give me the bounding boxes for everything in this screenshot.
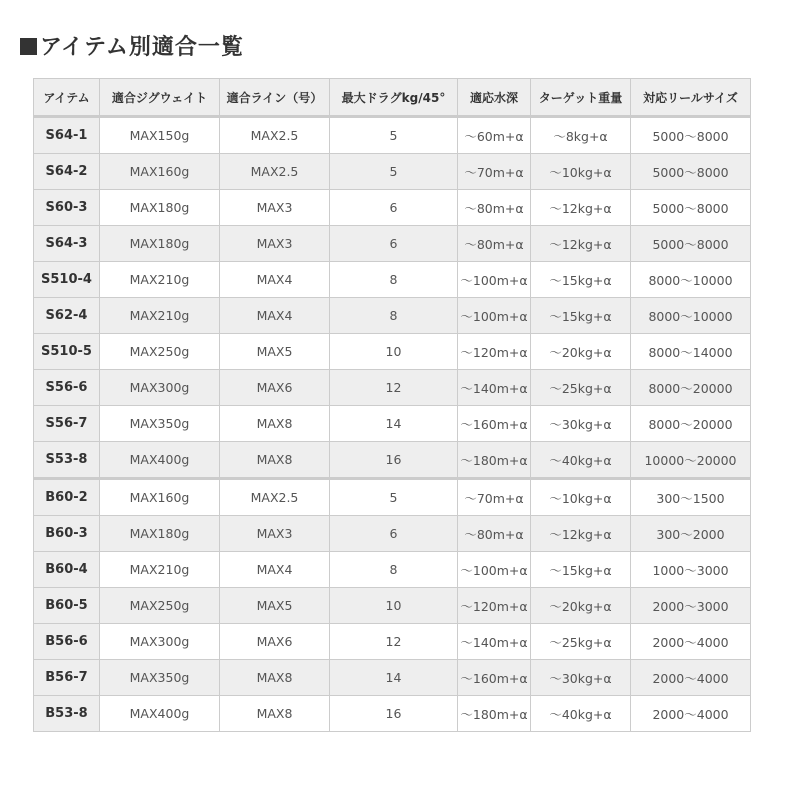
line-cell: MAX8 xyxy=(220,406,330,442)
table-row xyxy=(34,406,751,442)
reel-size-cell: 5000～8000 xyxy=(631,154,751,190)
depth-cell: ～120m+α xyxy=(458,588,531,624)
reel-size-cell: 300～1500 xyxy=(631,479,751,516)
jig-weight-cell: MAX180g xyxy=(100,190,220,226)
line-cell: MAX5 xyxy=(220,334,330,370)
depth-cell: ～80m+α xyxy=(458,226,531,262)
table-row xyxy=(34,660,751,696)
line-cell: MAX6 xyxy=(220,624,330,660)
depth-cell: ～160m+α xyxy=(458,660,531,696)
header-max-drag: 最大ドラグkg/45° xyxy=(330,79,458,117)
max-drag-cell: 10 xyxy=(330,588,458,624)
item-cell: S56-6 xyxy=(34,370,100,406)
depth-cell: ～180m+α xyxy=(458,696,531,732)
depth-cell: ～140m+α xyxy=(458,370,531,406)
line-cell: MAX8 xyxy=(220,696,330,732)
jig-weight-cell: MAX180g xyxy=(100,226,220,262)
target-weight-cell: ～40kg+α xyxy=(531,442,631,479)
item-cell: B56-7 xyxy=(34,660,100,696)
table-row xyxy=(34,154,751,190)
target-weight-cell: ～30kg+α xyxy=(531,660,631,696)
reel-size-cell: 5000～8000 xyxy=(631,117,751,154)
reel-size-cell: 300～2000 xyxy=(631,516,751,552)
line-cell: MAX4 xyxy=(220,262,330,298)
line-cell: MAX2.5 xyxy=(220,479,330,516)
item-cell: B60-5 xyxy=(34,588,100,624)
item-cell: S64-2 xyxy=(34,154,100,190)
depth-cell: ～60m+α xyxy=(458,117,531,154)
item-cell: B60-4 xyxy=(34,552,100,588)
max-drag-cell: 8 xyxy=(330,552,458,588)
jig-weight-cell: MAX210g xyxy=(100,298,220,334)
item-cell: S64-3 xyxy=(34,226,100,262)
reel-size-cell: 2000～4000 xyxy=(631,660,751,696)
table-row xyxy=(34,334,751,370)
header-item: アイテム xyxy=(34,79,100,117)
line-cell: MAX8 xyxy=(220,660,330,696)
reel-size-cell: 8000～10000 xyxy=(631,262,751,298)
max-drag-cell: 6 xyxy=(330,190,458,226)
jig-weight-cell: MAX300g xyxy=(100,624,220,660)
max-drag-cell: 5 xyxy=(330,479,458,516)
line-cell: MAX5 xyxy=(220,588,330,624)
depth-cell: ～80m+α xyxy=(458,516,531,552)
max-drag-cell: 8 xyxy=(330,298,458,334)
reel-size-cell: 5000～8000 xyxy=(631,190,751,226)
item-cell: S510-5 xyxy=(34,334,100,370)
line-cell: MAX2.5 xyxy=(220,154,330,190)
max-drag-cell: 10 xyxy=(330,334,458,370)
depth-cell: ～100m+α xyxy=(458,262,531,298)
table-row xyxy=(34,588,751,624)
target-weight-cell: ～15kg+α xyxy=(531,552,631,588)
item-cell: B60-2 xyxy=(34,479,100,516)
table-row xyxy=(34,442,751,479)
reel-size-cell: 2000～3000 xyxy=(631,588,751,624)
line-cell: MAX6 xyxy=(220,370,330,406)
target-weight-cell: ～12kg+α xyxy=(531,226,631,262)
reel-size-cell: 8000～20000 xyxy=(631,406,751,442)
reel-size-cell: 5000～8000 xyxy=(631,226,751,262)
target-weight-cell: ～20kg+α xyxy=(531,588,631,624)
target-weight-cell: ～15kg+α xyxy=(531,262,631,298)
target-weight-cell: ～40kg+α xyxy=(531,696,631,732)
reel-size-cell: 8000～10000 xyxy=(631,298,751,334)
item-cell: S510-4 xyxy=(34,262,100,298)
depth-cell: ～140m+α xyxy=(458,624,531,660)
header-depth: 適応水深 xyxy=(458,79,531,117)
jig-weight-cell: MAX350g xyxy=(100,406,220,442)
line-cell: MAX2.5 xyxy=(220,117,330,154)
depth-cell: ～160m+α xyxy=(458,406,531,442)
reel-size-cell: 2000～4000 xyxy=(631,696,751,732)
line-cell: MAX3 xyxy=(220,190,330,226)
line-cell: MAX4 xyxy=(220,552,330,588)
jig-weight-cell: MAX180g xyxy=(100,516,220,552)
target-weight-cell: ～15kg+α xyxy=(531,298,631,334)
target-weight-cell: ～12kg+α xyxy=(531,516,631,552)
target-weight-cell: ～25kg+α xyxy=(531,370,631,406)
item-cell: S62-4 xyxy=(34,298,100,334)
jig-weight-cell: MAX300g xyxy=(100,370,220,406)
table-row xyxy=(34,370,751,406)
jig-weight-cell: MAX400g xyxy=(100,442,220,479)
table-header-row xyxy=(34,79,751,117)
target-weight-cell: ～10kg+α xyxy=(531,154,631,190)
max-drag-cell: 12 xyxy=(330,370,458,406)
depth-cell: ～70m+α xyxy=(458,479,531,516)
max-drag-cell: 14 xyxy=(330,660,458,696)
depth-cell: ～80m+α xyxy=(458,190,531,226)
table-row xyxy=(34,298,751,334)
header-target-weight: ターゲット重量 xyxy=(531,79,631,117)
depth-cell: ～70m+α xyxy=(458,154,531,190)
max-drag-cell: 8 xyxy=(330,262,458,298)
table-row xyxy=(34,262,751,298)
target-weight-cell: ～30kg+α xyxy=(531,406,631,442)
line-cell: MAX4 xyxy=(220,298,330,334)
item-cell: S60-3 xyxy=(34,190,100,226)
item-cell: B56-6 xyxy=(34,624,100,660)
square-bullet-icon xyxy=(20,38,37,55)
max-drag-cell: 6 xyxy=(330,226,458,262)
max-drag-cell: 12 xyxy=(330,624,458,660)
reel-size-cell: 2000～4000 xyxy=(631,624,751,660)
jig-weight-cell: MAX150g xyxy=(100,117,220,154)
header-jig-weight: 適合ジグウェイト xyxy=(100,79,220,117)
max-drag-cell: 16 xyxy=(330,442,458,479)
jig-weight-cell: MAX210g xyxy=(100,262,220,298)
reel-size-cell: 10000～20000 xyxy=(631,442,751,479)
item-cell: B53-8 xyxy=(34,696,100,732)
target-weight-cell: ～10kg+α xyxy=(531,479,631,516)
target-weight-cell: ～20kg+α xyxy=(531,334,631,370)
jig-weight-cell: MAX160g xyxy=(100,154,220,190)
jig-weight-cell: MAX250g xyxy=(100,334,220,370)
header-line: 適合ライン（号） xyxy=(220,79,330,117)
max-drag-cell: 5 xyxy=(330,117,458,154)
page-title xyxy=(20,30,244,61)
compatibility-table xyxy=(33,78,751,732)
depth-cell: ～100m+α xyxy=(458,552,531,588)
table-row xyxy=(34,552,751,588)
target-weight-cell: ～12kg+α xyxy=(531,190,631,226)
table-row xyxy=(34,226,751,262)
jig-weight-cell: MAX250g xyxy=(100,588,220,624)
line-cell: MAX8 xyxy=(220,442,330,479)
depth-cell: ～120m+α xyxy=(458,334,531,370)
table-row xyxy=(34,516,751,552)
table-row xyxy=(34,190,751,226)
header-reel-size: 対応リールサイズ xyxy=(631,79,751,117)
max-drag-cell: 5 xyxy=(330,154,458,190)
page-title-text: アイテム別適合一覧 xyxy=(40,35,244,60)
jig-weight-cell: MAX160g xyxy=(100,479,220,516)
depth-cell: ～180m+α xyxy=(458,442,531,479)
reel-size-cell: 8000～14000 xyxy=(631,334,751,370)
line-cell: MAX3 xyxy=(220,226,330,262)
jig-weight-cell: MAX400g xyxy=(100,696,220,732)
table-row xyxy=(34,479,751,516)
table-row xyxy=(34,624,751,660)
reel-size-cell: 1000～3000 xyxy=(631,552,751,588)
max-drag-cell: 16 xyxy=(330,696,458,732)
line-cell: MAX3 xyxy=(220,516,330,552)
item-cell: S56-7 xyxy=(34,406,100,442)
table-row xyxy=(34,696,751,732)
max-drag-cell: 6 xyxy=(330,516,458,552)
target-weight-cell: ～25kg+α xyxy=(531,624,631,660)
table-row xyxy=(34,117,751,154)
target-weight-cell: ～8kg+α xyxy=(531,117,631,154)
jig-weight-cell: MAX210g xyxy=(100,552,220,588)
reel-size-cell: 8000～20000 xyxy=(631,370,751,406)
item-cell: S53-8 xyxy=(34,442,100,479)
item-cell: B60-3 xyxy=(34,516,100,552)
jig-weight-cell: MAX350g xyxy=(100,660,220,696)
item-cell: S64-1 xyxy=(34,117,100,154)
max-drag-cell: 14 xyxy=(330,406,458,442)
depth-cell: ～100m+α xyxy=(458,298,531,334)
